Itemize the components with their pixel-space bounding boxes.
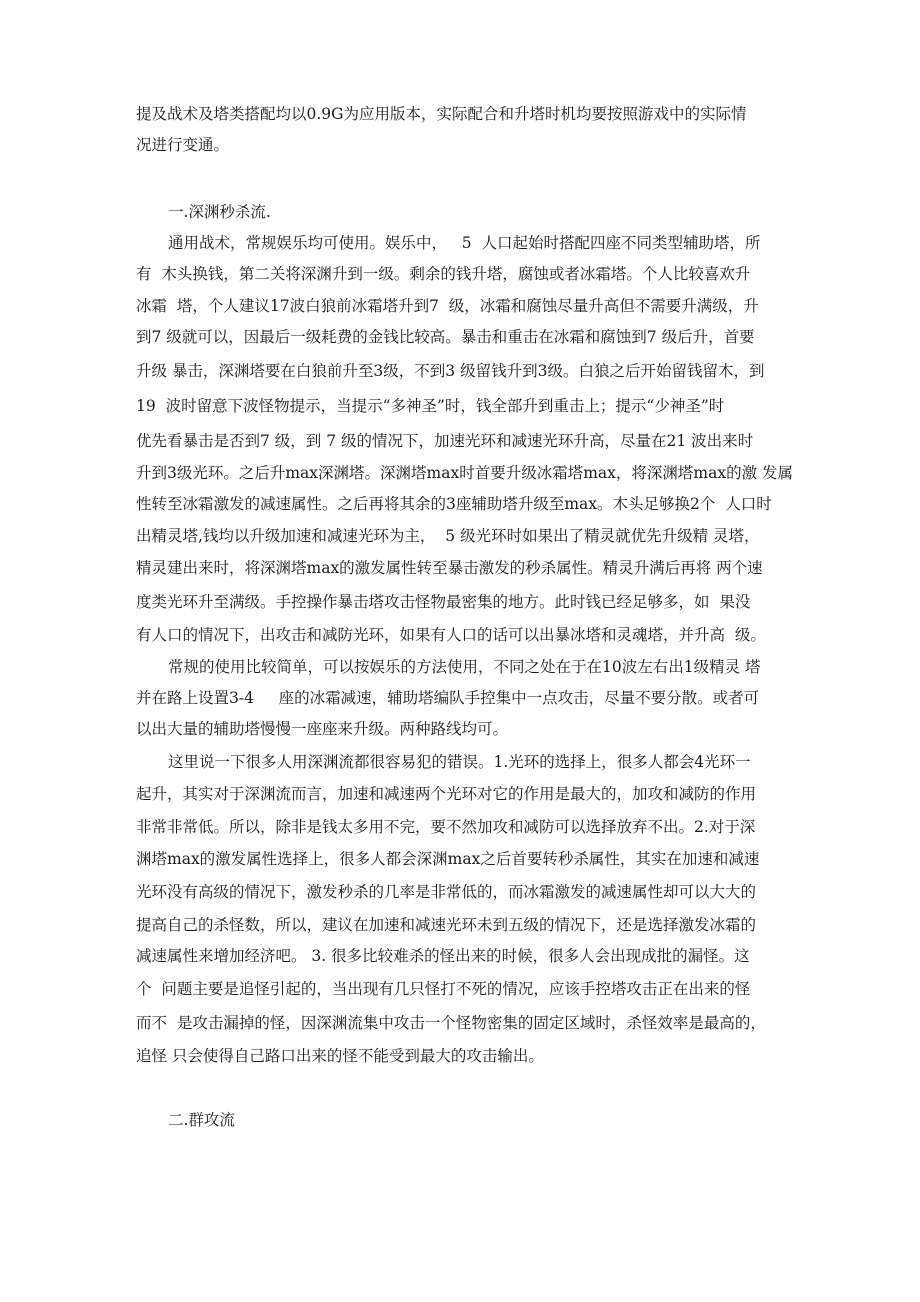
paragraph-1-line: 通用战术，常规娱乐均可使用。娱乐中， 5 人口起始时搭配四座不同类型辅助塔，所 xyxy=(168,234,761,252)
paragraph-1-line: 度类光环升至满级。手控操作暴击塔攻击怪物最密集的地方。此时钱已经足够多，如 果没 xyxy=(136,593,751,611)
paragraph-3-line: 渊塔max的激发属性选择上，很多人都会深渊max之后首要转秒杀属性，其实在加速和减速 xyxy=(136,850,760,868)
paragraph-1-line: 19 波时留意下波怪物提示，当提示“多神圣”时，钱全部升到重击上；提示“少神圣”时 xyxy=(136,397,725,415)
paragraph-3-line: 非常非常低。所以，除非是钱太多用不完，要不然加攻和减防可以选择放弃不出。2.对于深 xyxy=(136,818,756,836)
paragraph-2-line: 以出大量的辅助塔慢慢一座座来升级。两种路线均可。 xyxy=(136,720,509,738)
paragraph-3-line: 减速属性来增加经济吧。 3. 很多比较难杀的怪出来的时候，很多人会出现成批的漏怪。这 xyxy=(136,947,750,965)
paragraph-1-line: 有人口的情况下，出攻击和减防光环，如果有人口的话可以出暴冰塔和灵魂塔，并升高 级。 xyxy=(136,626,766,644)
paragraph-2-line: 常规的使用比较简单，可以按娱乐的方法使用，不同之处在于在10波左右出1级精灵 塔 xyxy=(168,658,761,676)
paragraph-1-line: 升到3级光环。之后升max深渊塔。深渊塔max时首要升级冰霜塔max，将深渊塔max的激 发属 xyxy=(136,464,794,482)
paragraph-1-line: 出精灵塔,钱均以升级加速和减速光环为主， 5 级光环时如果出了精灵就优先升级精 灵塔， xyxy=(136,527,760,545)
paragraph-1-line: 精灵建出来时，将深渊塔max的激发属性转至暴击激发的秒杀属性。精灵升满后再将 两个速 xyxy=(136,559,763,577)
paragraph-3-line: 追怪 只会使得自己路口出来的怪不能受到最大的攻击输出。 xyxy=(136,1047,544,1065)
section-2-heading: 二.群攻流 xyxy=(168,1111,235,1129)
paragraph-1-line: 优先看暴击是否到7 级，到 7 级的情况下，加速光环和减速光环升高，尽量在21 波出来时 xyxy=(136,432,754,450)
paragraph-1-line: 冰霜 塔，个人建议17波白狼前冰霜塔升到7 级，冰霜和腐蚀尽量升高但不需要升满级，升 xyxy=(136,297,759,315)
paragraph-1-line: 升级 暴击，深渊塔要在白狼前升至3级，不到3 级留钱升到3级。白狼之后开始留钱留木，到 xyxy=(136,362,765,380)
paragraph-2-line: 并在路上设置3-4 座的冰霜减速，辅助塔编队手控集中一点攻击，尽量不要分散。或者可 xyxy=(136,689,760,707)
paragraph-3-line: 个 问题主要是追怪引起的，当出现有几只怪打不死的情况，应该手控塔攻击正在出来的怪 xyxy=(136,980,751,998)
paragraph-3-line: 而不 是攻击漏掉的怪，因深渊流集中攻击一个怪物密集的固定区域时，杀怪效率是最高的， xyxy=(136,1014,766,1032)
paragraph-3-line: 光环没有高级的情况下，激发秒杀的几率是非常低的，而冰霜激发的减速属性却可以大大的 xyxy=(136,883,757,901)
paragraph-3-line: 提高自己的杀怪数，所以，建议在加速和减速光环未到五级的情况下，还是选择激发冰霜的 xyxy=(136,916,757,934)
section-1-heading: 一.深渊秒杀流. xyxy=(168,203,271,221)
paragraph-1-line: 有 木头换钱，第二关将深渊升到一级。剩余的钱升塔，腐蚀或者冰霜塔。个人比较喜欢升 xyxy=(136,265,751,283)
intro-line-2: 况进行变通。 xyxy=(136,136,230,154)
paragraph-1-line: 性转至冰霜激发的减速属性。之后再将其余的3座辅助塔升级至max。木头足够换2个 人口时 xyxy=(136,495,772,513)
intro-line-1: 提及战术及塔类搭配均以0.9G为应用版本，实际配合和升塔时机均要按照游戏中的实际情 xyxy=(136,105,747,123)
paragraph-3-line: 起升，其实对于深渊流而言，加速和减速两个光环对它的作用是最大的，加攻和减防的作用 xyxy=(136,785,757,803)
paragraph-1-line: 到7 级就可以，因最后一级耗费的金钱比较高。暴击和重击在冰霜和腐蚀到7 级后升，首要 xyxy=(136,328,755,346)
paragraph-3-line: 这里说一下很多人用深渊流都很容易犯的错误。1.光环的选择上，很多人都会4光环一 xyxy=(168,753,751,771)
